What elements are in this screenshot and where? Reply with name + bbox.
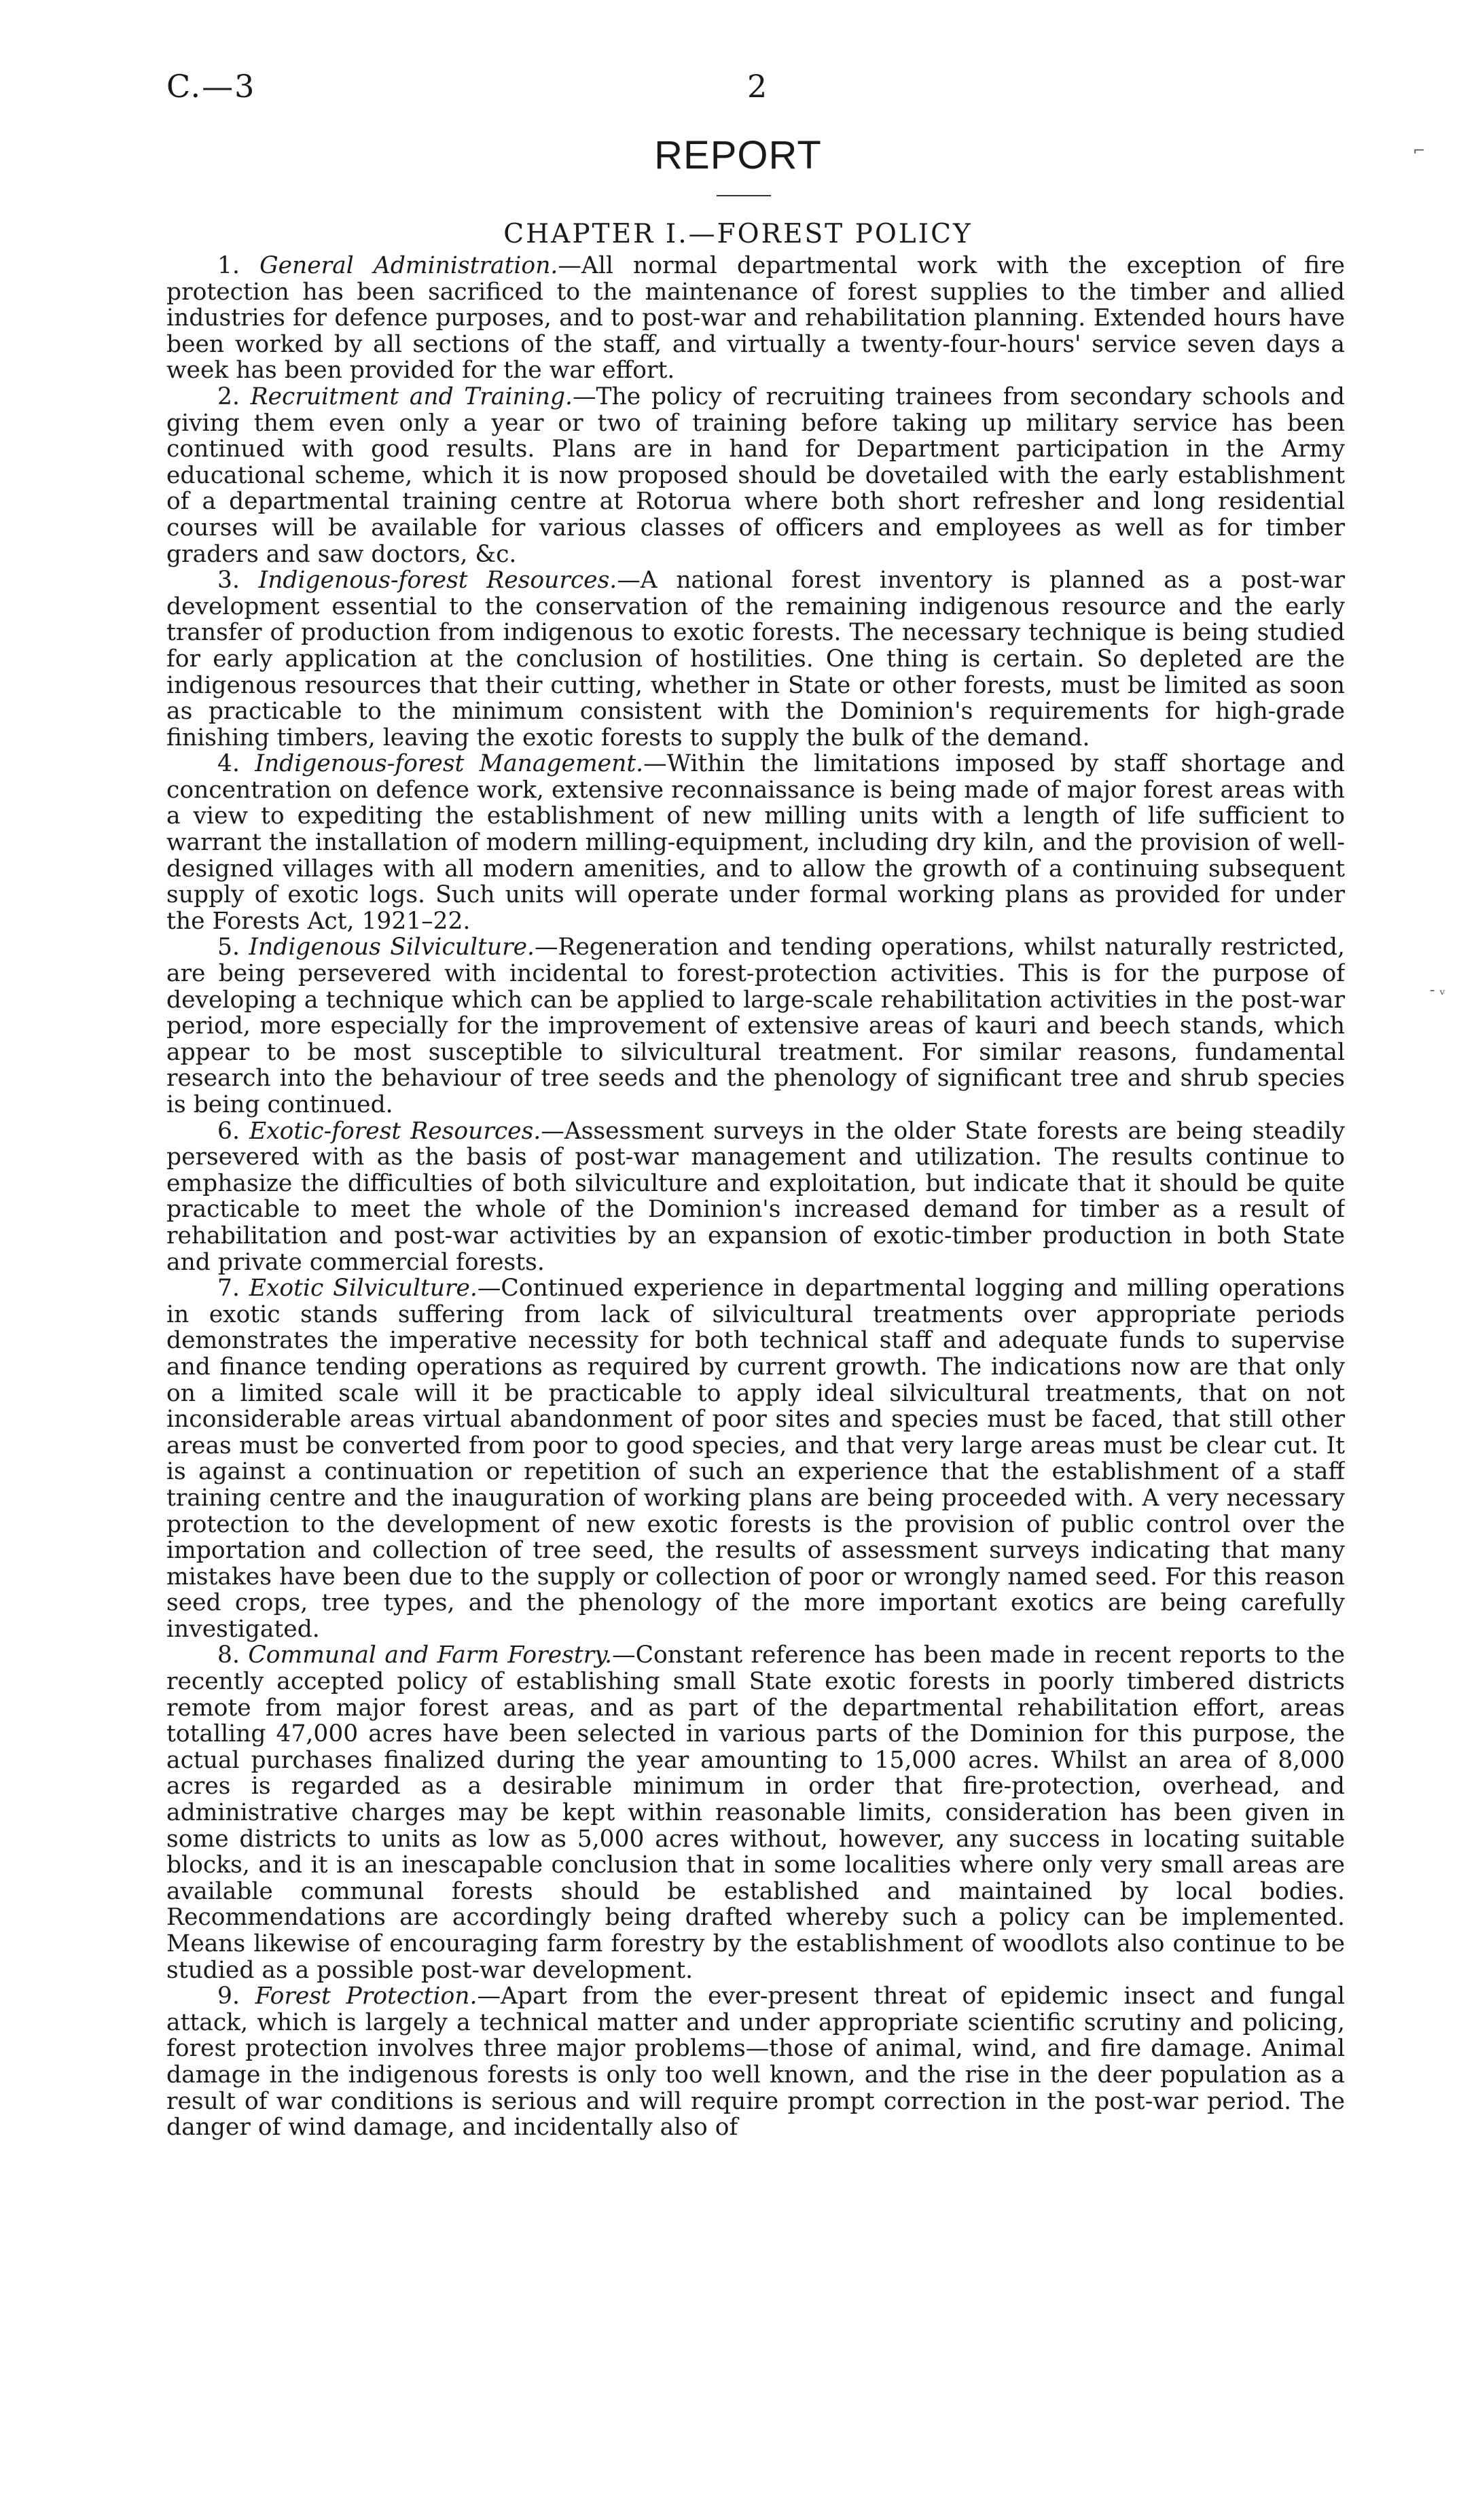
page-reference: C.—3 [166, 68, 256, 105]
paragraph-body: —The policy of recruiting trainees from secondary schools and giving them even only a year or two of training before taking up military service has been continued with good results. Plans are in hand for Department participation in the Army educational scheme, which it is now proposed should be dovetailed with the early establishment of a departmental training centre at Rotorua where both short refresher and long residential courses will be available for various classes of officers and employees as well as for timber graders and saw doctors, &c. [166, 383, 1345, 568]
paragraph-heading: Forest Protection. [255, 1983, 478, 2010]
paragraph-number: 2. [217, 383, 240, 410]
paragraph-body: —Apart from the ever-present threat of epidemic insect and fungal attack, which is largely a technical matter and under appropriate scientific scrutiny and policing, forest protection involves three major problems—those of animal, wind, and fire damage. Animal damage in the indigenous forests is only too well known, and the rise in the deer population as a result of war conditions is serious and will require prompt correction in the post-war period. The danger of wind damage, and incidentally also of [166, 1983, 1345, 2142]
paragraph-body: —All normal departmental work with the exception of fire protection has been sacrificed to the maintenance of forest supplies to the timber and allied industries for defence purposes, and to post-war and rehabilitation planning. Extended hours have been worked by all sections of the staff, and virtually a twenty-four-hours' service seven days a week has been provided for the war effort. [166, 253, 1345, 385]
paragraph-heading: Communal and Farm Forestry. [248, 1641, 613, 1669]
paragraph-number: 4. [217, 750, 240, 778]
page-number: 2 [747, 68, 768, 105]
paragraph-body: —Constant reference has been made in recent reports to the recently accepted policy of establishing small State exotic forests in poorly timbered districts remote from major forest areas, and as part of the departmental rehabilitation effort, areas totalling 47,000 acres have been selected in various parts of the Dominion for this purpose, the actual purchases finalized during the year amounting to 15,000 acres. Whilst an area of 8,000 acres is regarded as a desirable minimum in order that fire-protection, overhead, and administrative charges may be kept within reasonable limits, consideration has been given in some districts to units as low as 5,000 acres without, however, any success in locating suitable blocks, and it is an inescapable conclusion that in some localities where only very small areas are available communal forests should be established and maintained by local bodies. Recommendations are accordingly being drafted whereby such a policy can be implemented. Means likewise of encouraging farm forestry by the establishment of woodlots also continue to be studied as a possible post-war development. [166, 1641, 1345, 1984]
paragraph-number: 7. [217, 1275, 240, 1302]
paragraph-body: —A national forest inventory is planned as a post-war development essential to the conservation of the remaining indigenous resource and the early transfer of production from indigenous to exotic forests. The necessary technique is being studied for early application at the conclusion of hostilities. One thing is certain. So depleted are the indigenous resources that their cutting, whether in State or other forests, must be limited as soon as practicable to the minimum consistent with the Dominion's requirements for high-grade finishing timbers, leaving the exotic forests to supply the bulk of the demand. [166, 567, 1345, 751]
paragraph-indigenous-resources [166, 567, 1345, 751]
paragraph-heading: General Administration. [259, 253, 558, 279]
paragraph-exotic-resources [166, 1118, 1345, 1276]
paragraph-number: 8. [217, 1641, 240, 1669]
paragraph-number: 1. [217, 253, 240, 279]
paragraph-indigenous-silviculture [166, 934, 1345, 1118]
paragraph-number: 9. [217, 1983, 240, 2010]
title-divider [717, 195, 771, 196]
paragraph-heading: Indigenous Silviculture. [249, 934, 535, 961]
report-title: REPORT [654, 133, 822, 177]
paragraph-communal-farm-forestry [166, 1642, 1345, 1983]
margin-mark-top: ⌐ [1413, 143, 1426, 160]
paragraph-number: 6. [217, 1117, 240, 1145]
paragraph-heading: Indigenous-forest Resources. [258, 567, 617, 594]
paragraph-heading: Recruitment and Training. [250, 383, 573, 410]
paragraph-exotic-silviculture [166, 1275, 1345, 1642]
paragraph-indigenous-management [166, 751, 1345, 934]
paragraph-general-administration [166, 253, 1345, 384]
paragraph-heading: Exotic Silviculture. [249, 1275, 478, 1302]
paragraph-body: —Continued experience in departmental logging and milling operations in exotic stands suffering from lack of silvicultural treatments over appropriate periods demonstrates the imperative necessity for both technical staff and adequate funds to supervise and finance tending operations as required by current growth. The indications now are that only on a limited scale will it be practicable to apply ideal silvicultural treatments, that on not inconsiderable areas virtual abandonment of poor sites and species must be faced, that still other areas must be converted from poor to good species, and that very large areas must be clear cut. It is against a continuation or repetition of such an experience that the establishment of a staff training centre and the inauguration of working plans are being proceeded with. A very necessary protection to the development of new exotic forests is the provision of public control over the importation and collection of tree seed, the results of assessment surveys indicating that many mistakes have been due to the supply or collection of poor or wrongly named seed. For this reason seed crops, tree types, and the phenology of the more important exotics are being carefully investigated. [166, 1275, 1345, 1643]
paragraph-forest-protection [166, 1983, 1345, 2141]
paragraph-number: 5. [217, 934, 240, 961]
margin-mark-middle: - ᵥ [1430, 982, 1445, 999]
paragraph-body: —Assessment surveys in the older State forests are being steadily persevered with as the basis of post-war management and utilization. The results continue to emphasize the difficulties of both silviculture and exploitation, but indicate that it should be quite practicable to meet the whole of the Dominion's increased demand for timber as a result of rehabilitation and post-war activities by an expansion of exotic-timber production in both State and private commercial forests. [166, 1117, 1345, 1276]
paragraph-body: —Within the limitations imposed by staff shortage and concentration on defence work, extensive reconnaissance is being made of major forest areas with a view to expediting the establishment of new milling units with a length of life sufficient to warrant the installation of modern milling-equipment, including dry kiln, and the provision of well-designed villages with all modern amenities, and to allow the growth of a continuing subsequent supply of exotic logs. Such units will operate under formal working plans as provided for under the Forests Act, 1921–22. [166, 750, 1345, 935]
chapter-heading: CHAPTER I.—FOREST POLICY [503, 219, 973, 249]
paragraph-heading: Exotic-forest Resources. [249, 1117, 541, 1145]
paragraph-number: 3. [217, 567, 240, 594]
paragraph-heading: Indigenous-forest Management. [255, 750, 644, 778]
paragraph-recruitment-training [166, 384, 1345, 567]
paragraph-body: —Regeneration and tending operations, whilst naturally restricted, are being persevered with incidental to forest-protection activities. This is for the purpose of developing a technique which can be applied to large-scale rehabilitation activities in the post-war period, more especially for the improvement of extensive areas of kauri and beech stands, which appear to be most susceptible to silvicultural treatment. For similar reasons, fundamental research into the behaviour of tree seeds and the phenology of significant tree and shrub species is being continued. [166, 934, 1345, 1118]
body-text [166, 253, 1345, 2488]
